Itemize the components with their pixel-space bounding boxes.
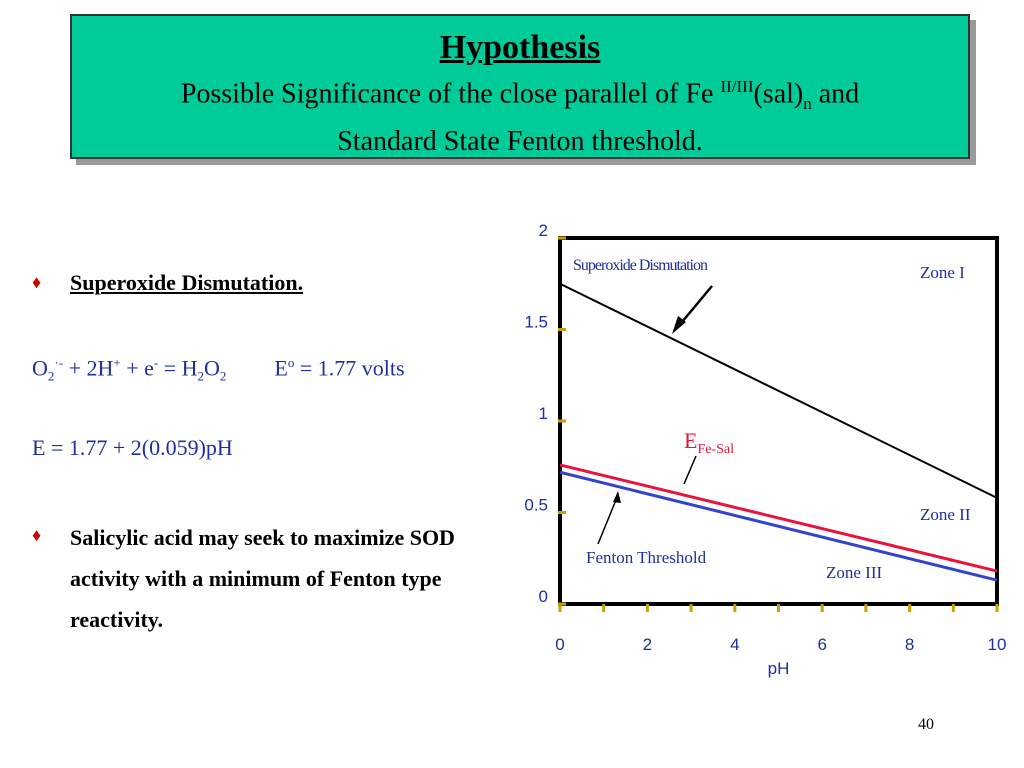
zone3-label: Zone III [826, 563, 883, 582]
subtitle-sup: II/III [720, 77, 754, 96]
superoxide-label: Superoxide Dismutation [573, 257, 707, 274]
y-tick-label: 0 [538, 587, 548, 606]
slide-number: 40 [918, 716, 934, 733]
equation-ph: E = 1.77 + 2(0.059)pH [32, 435, 233, 460]
zone2-label: Zone II [920, 505, 971, 524]
zone1-label: Zone I [920, 263, 965, 282]
y-tick-label: 2 [538, 221, 548, 240]
series-line-1 [560, 284, 997, 498]
y-tick-label: 1.5 [524, 312, 548, 332]
diamond-bullet-icon: ♦ [32, 272, 42, 292]
efesal-pointer [684, 456, 696, 484]
x-tick-label: 10 [987, 635, 1007, 654]
x-tick-label: 0 [555, 635, 565, 654]
x-axis-label: pH [767, 659, 790, 678]
x-tick-label: 2 [642, 635, 653, 654]
title-box [70, 14, 970, 159]
fenton-arrow [598, 495, 618, 544]
subtitle-suffix: and [811, 78, 860, 110]
fenton-label: Fenton Threshold [586, 548, 707, 567]
subtitle-sub: n [803, 93, 812, 113]
x-tick-label: 4 [730, 635, 740, 654]
subtitle-prefix: Possible Significance of the close parallel of Fe [180, 78, 714, 110]
potential-ph-chart [500, 210, 1020, 690]
x-tick-label: 8 [904, 635, 915, 654]
bullet-text: Superoxide Dismutation. [70, 270, 304, 295]
slide-subtitle [72, 68, 968, 161]
y-tick-label: 0.5 [524, 495, 548, 515]
diamond-bullet-icon: ♦ [32, 525, 42, 545]
fenton-arrowhead [613, 491, 621, 503]
bullet-text: Salicylic acid may seek to maximize SOD activity with a minimum of Fenton type reactivity. [70, 525, 455, 632]
y-tick-label: 1 [538, 404, 548, 423]
slide-title: Hypothesis [439, 29, 601, 66]
equation-superoxide: $O_2^{\cdot-} + 2H^+ + e^- = H_2O_2$ $E^o = 1.77$ volts [32, 355, 405, 384]
subtitle-line2: Standard State Fenton threshold. [337, 125, 703, 157]
efesal-label: $E_{Fe-Sal}$ [684, 428, 735, 457]
x-tick-label: 6 [817, 635, 827, 654]
bullet-salicylic [32, 517, 512, 640]
subtitle-mid: (sal) [753, 78, 804, 110]
